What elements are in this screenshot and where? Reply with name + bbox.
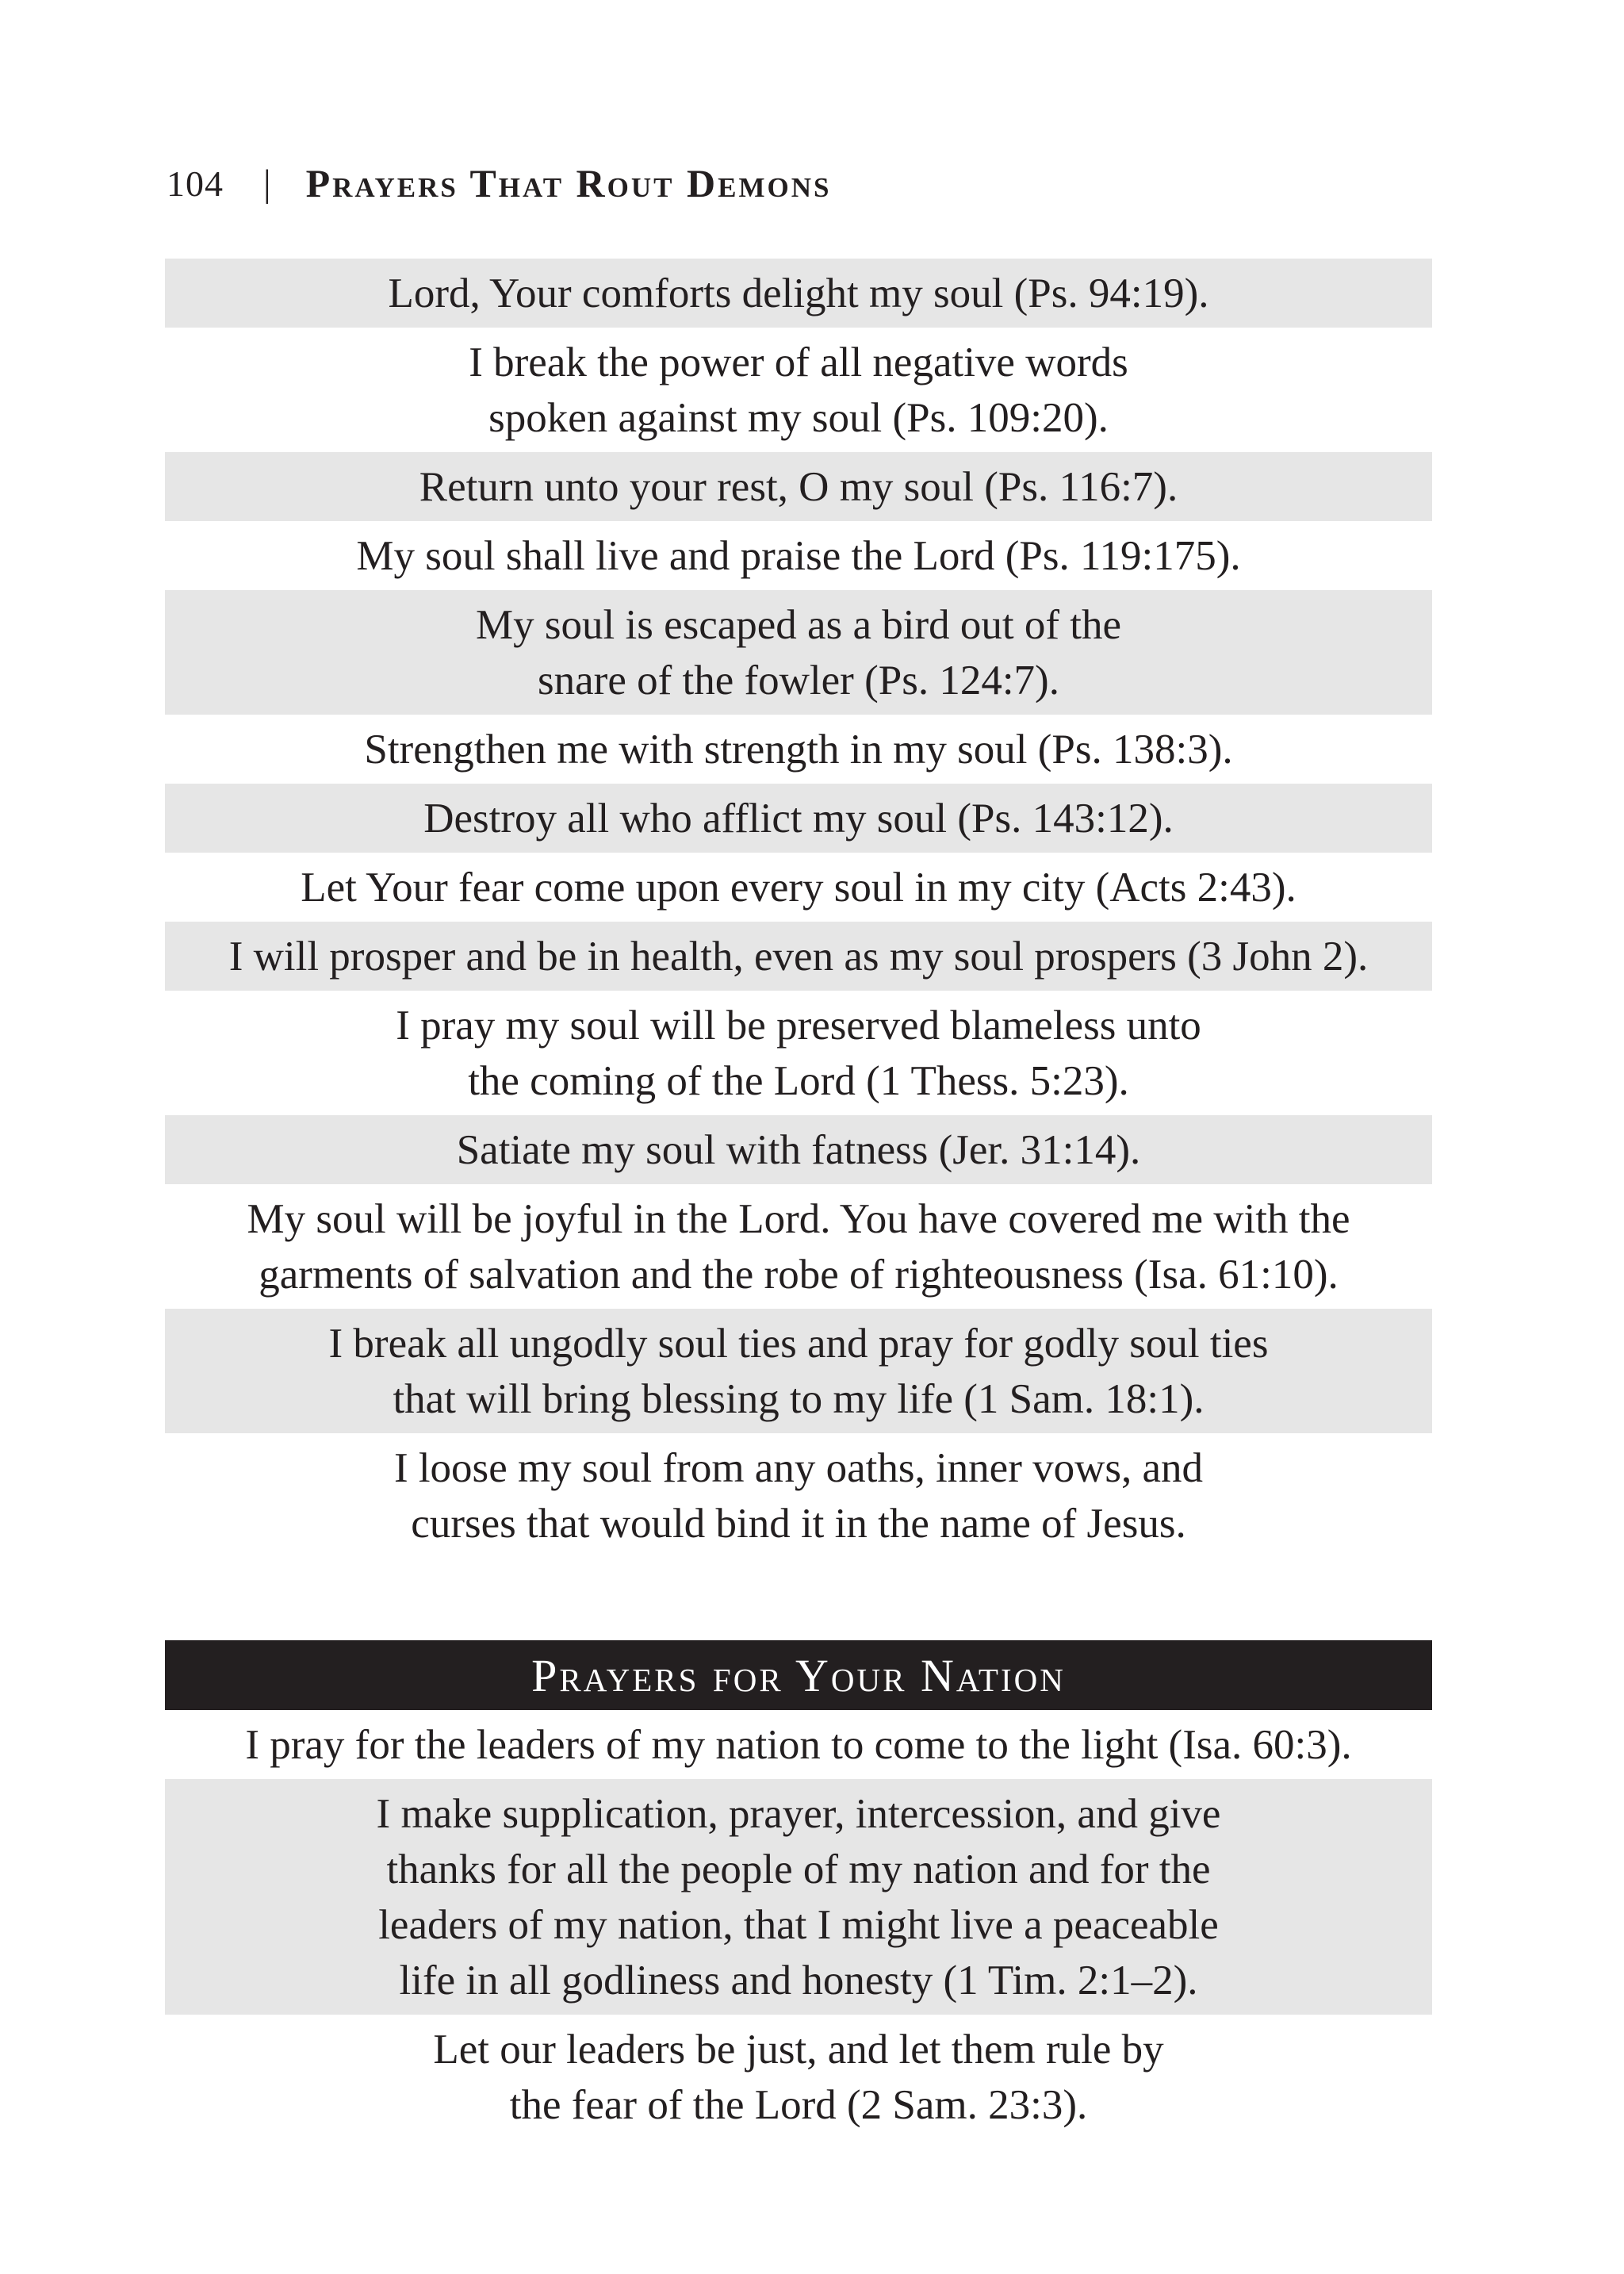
prayer-item: Satiate my soul with fatness (Jer. 31:14). — [165, 1115, 1432, 1184]
nation-prayer-list — [165, 1710, 1432, 2139]
soul-prayer-list — [165, 259, 1432, 1558]
prayer-item: Let Your fear come upon every soul in my city (Acts 2:43). — [165, 853, 1432, 922]
prayer-item: Return unto your rest, O my soul (Ps. 116:7). — [165, 452, 1432, 521]
prayer-item: My soul shall live and praise the Lord (Ps. 119:175). — [165, 521, 1432, 590]
prayer-item: Strengthen me with strength in my soul (Ps. 138:3). — [165, 715, 1432, 784]
prayer-item: I break all ungodly soul ties and pray for godly soul ties that will bring blessing to my life (1 Sam. 18:1). — [165, 1309, 1432, 1433]
running-head-separator: | — [263, 162, 271, 205]
prayer-item: I make supplication, prayer, intercession, and give thanks for all the people of my nation and for the leaders of my nation, that I might live a peaceable life in all godliness and honesty (1 Tim. 2:1–2). — [165, 1779, 1432, 2015]
prayer-item: I pray my soul will be preserved blameless unto the coming of the Lord (1 Thess. 5:23). — [165, 991, 1432, 1115]
book-title: Prayers That Rout Demons — [305, 161, 832, 205]
prayer-item: Destroy all who afflict my soul (Ps. 143:12). — [165, 784, 1432, 853]
prayer-item: I pray for the leaders of my nation to come to the light (Isa. 60:3). — [165, 1710, 1432, 1779]
section-heading: Prayers for Your Nation — [165, 1640, 1432, 1710]
nation-prayer-section — [165, 1640, 1432, 2139]
page-number: 104 — [167, 163, 224, 204]
prayer-item: I loose my soul from any oaths, inner vows, and curses that would bind it in the name of Jesus. — [165, 1433, 1432, 1558]
prayer-item: My soul is escaped as a bird out of the snare of the fowler (Ps. 124:7). — [165, 590, 1432, 715]
prayer-item: I will prosper and be in health, even as my soul prospers (3 John 2). — [165, 922, 1432, 991]
prayer-item: I break the power of all negative words spoken against my soul (Ps. 109:20). — [165, 328, 1432, 452]
prayer-item: Lord, Your comforts delight my soul (Ps. 94:19). — [165, 259, 1432, 328]
prayer-item: My soul will be joyful in the Lord. You have covered me with the garments of salvation and the robe of righteousness (Isa. 61:10). — [165, 1184, 1432, 1309]
prayer-item: Let our leaders be just, and let them rule by the fear of the Lord (2 Sam. 23:3). — [165, 2015, 1432, 2139]
running-head — [167, 155, 831, 211]
